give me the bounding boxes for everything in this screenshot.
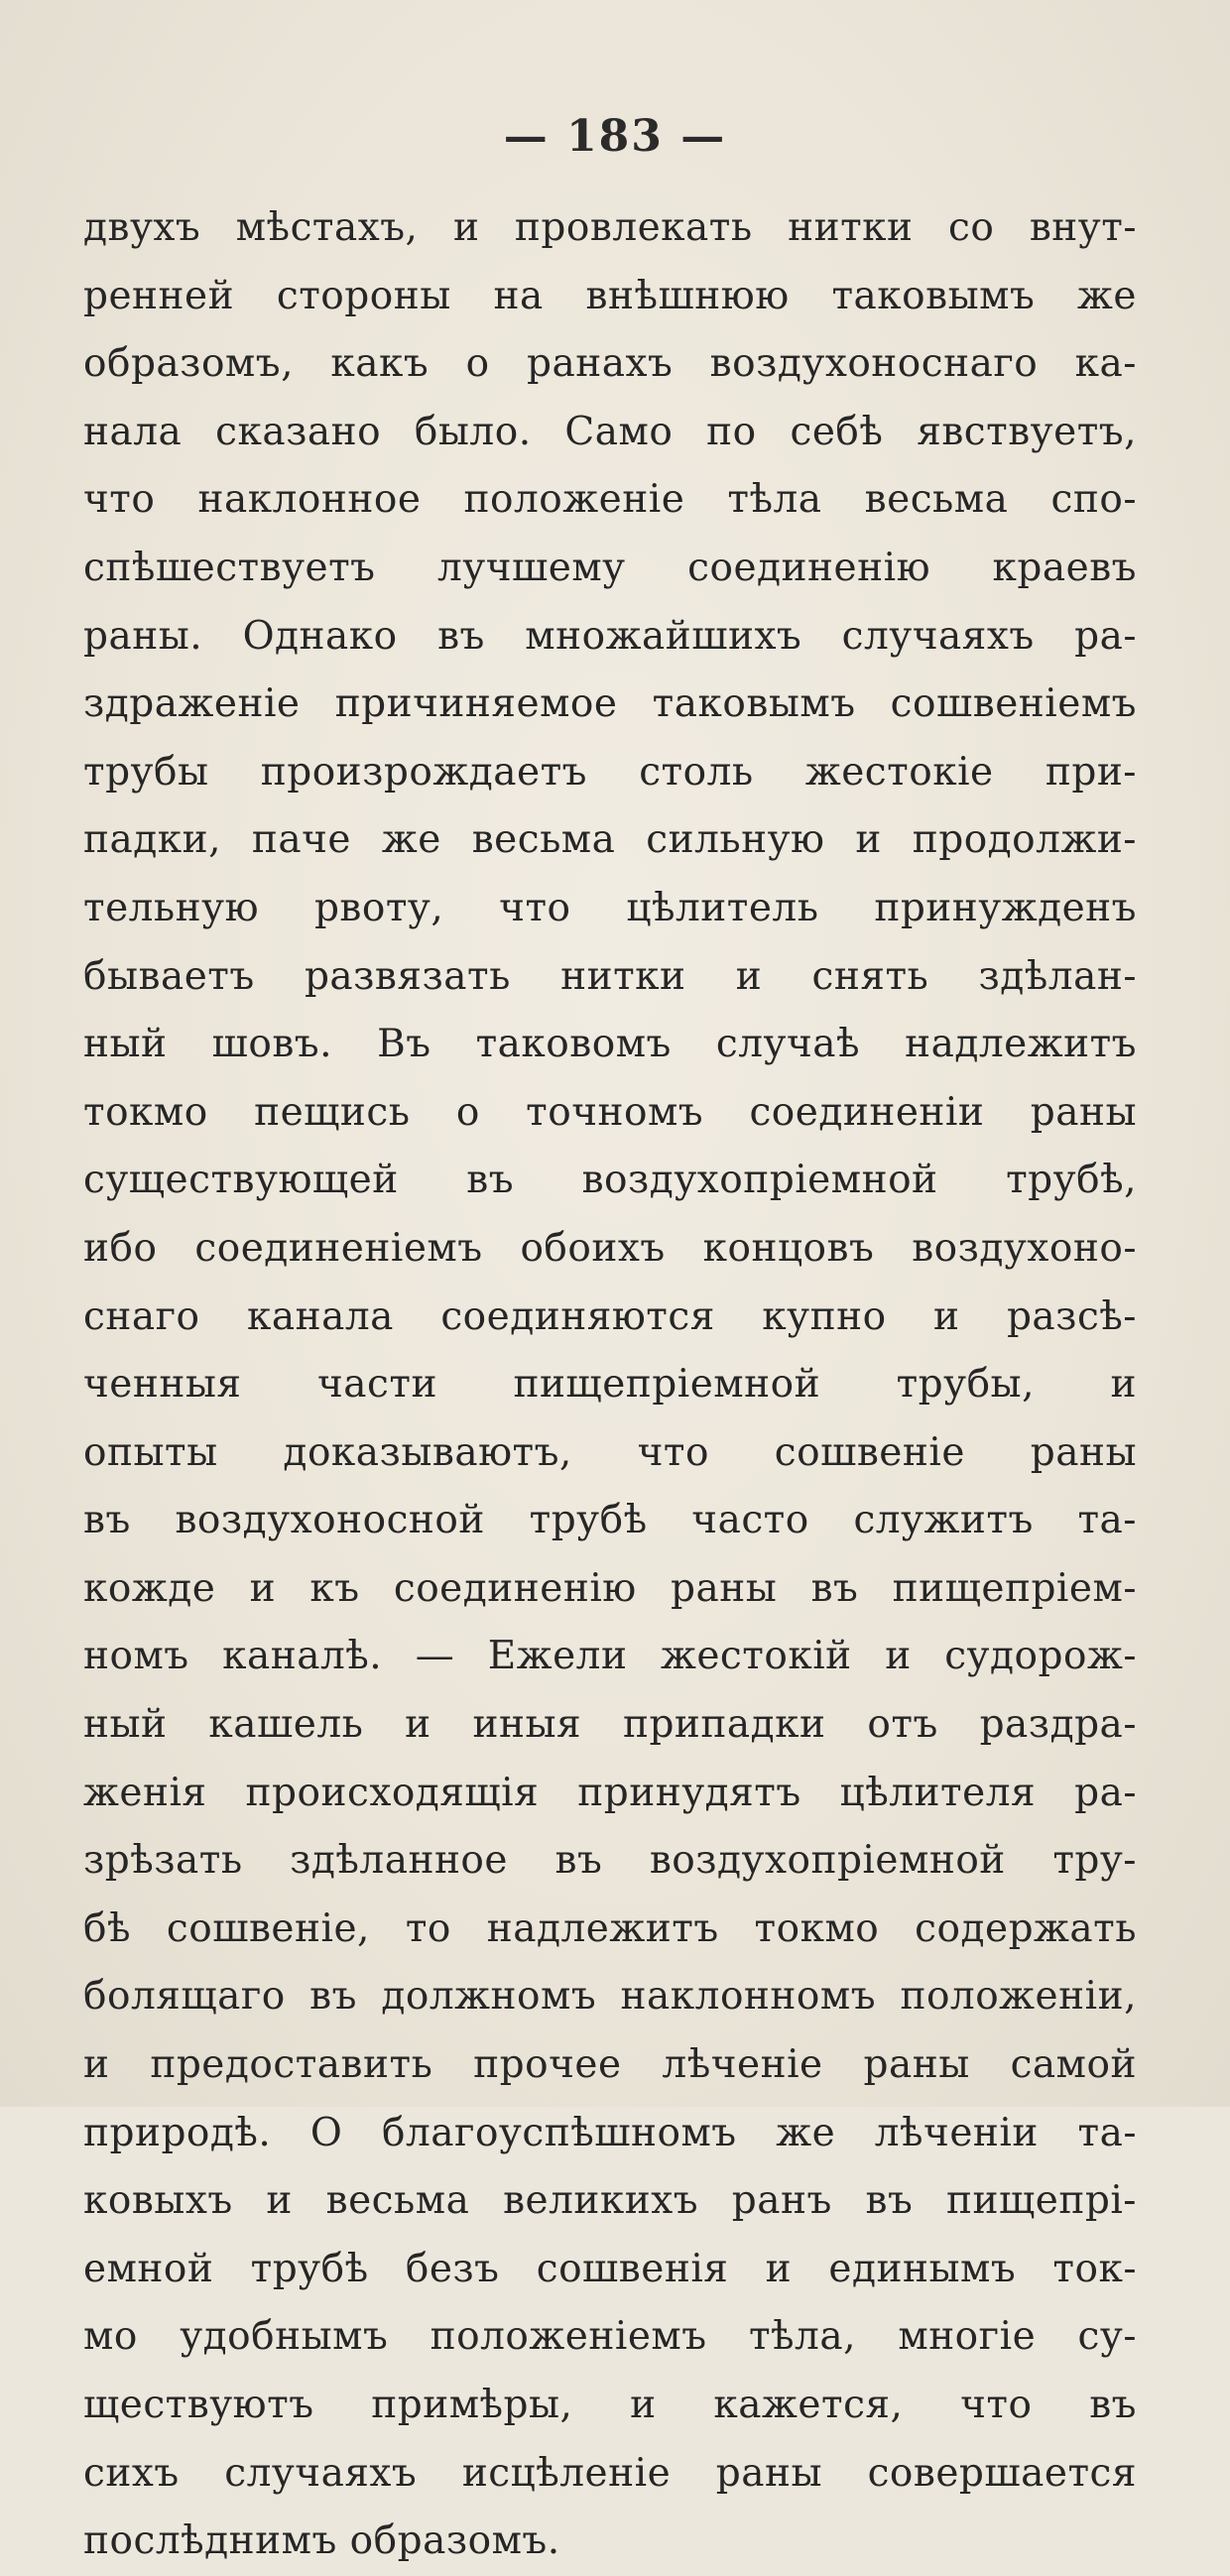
text-line: болящаго въ должномъ наклонномъ положеніи, <box>83 1974 1137 2020</box>
text-line: бѣ сошвеніе, то надлежитъ токмо содержать <box>83 1905 1137 1951</box>
text-line: тельную рвоту, что цѣлитель принужденъ <box>83 885 1137 930</box>
text-line: снаго канала соединяются купно и разсѣ- <box>83 1293 1137 1339</box>
text-line: падки, паче же весьма сильную и продолжи- <box>83 817 1137 863</box>
text-line: сихъ случаяхъ исцѣленіе раны совершается <box>83 2450 1137 2496</box>
text-line: номъ каналѣ. — Ежели жестокій и судорож- <box>83 1634 1137 1679</box>
text-line: ченныя части пищепріемной трубы, и <box>83 1362 1137 1408</box>
text-line: раны. Однако въ множайшихъ случаяхъ ра- <box>83 613 1137 659</box>
text-line: женія происходящія принудятъ цѣлителя ра- <box>83 1770 1137 1815</box>
text-line: ный шовъ. Въ таковомъ случаѣ надлежитъ <box>83 1022 1137 1067</box>
text-line: природѣ. О благоуспѣшномъ же лѣченіи та- <box>83 2110 1137 2155</box>
text-line: трубы произрождаетъ столь жестокіе при- <box>83 749 1137 795</box>
text-line: ковыхъ и весьма великихъ ранъ въ пищепрі- <box>83 2178 1137 2224</box>
text-line: опыты доказываютъ, что сошвеніе раны <box>83 1429 1137 1475</box>
text-line: въ воздухоносной трубѣ часто служитъ та- <box>83 1498 1137 1543</box>
text-line: мо удобнымъ положеніемъ тѣла, многіе су- <box>83 2314 1137 2360</box>
text-line: бываетъ развязать нитки и снять здѣлан- <box>83 953 1137 999</box>
text-line: и предоставить прочее лѣченіе раны самой <box>83 2042 1137 2088</box>
text-line: образомъ, какъ о ранахъ воздухоноснаго ка- <box>83 341 1137 387</box>
text-line: ществуютъ примѣры, и кажется, что въ <box>83 2383 1137 2427</box>
text-line: нала сказано было. Само по себѣ явствуетъ, <box>83 409 1137 454</box>
text-line: зрѣзать здѣланное въ воздухопріемной тру- <box>83 1838 1137 1884</box>
text-line-last: послѣднимъ образомъ. <box>83 2518 560 2564</box>
text-line: двухъ мѣстахъ, и провлекать нитки со внут- <box>83 205 1137 250</box>
text-line: токмо пещись о точномъ соединеніи раны <box>83 1089 1137 1135</box>
text-line: ренней стороны на внѣшнюю таковымъ же <box>83 273 1137 318</box>
text-line: здраженіе причиняемое таковымъ сошвеніемъ <box>83 681 1137 727</box>
body-text <box>83 194 1137 2576</box>
text-line: кожде и къ соединенію раны въ пищепріем- <box>83 1565 1137 1611</box>
text-line: спѣшествуетъ лучшему соединенію краевъ <box>83 545 1137 590</box>
text-line: существующей въ воздухопріемной трубѣ, <box>83 1158 1137 1203</box>
text-line: ибо соединеніемъ обоихъ концовъ воздухоно- <box>83 1225 1137 1271</box>
text-line: емной трубѣ безъ сошвенія и единымъ ток- <box>83 2246 1137 2291</box>
page-number: — 183 — <box>503 111 727 162</box>
text-line: ный кашель и иныя припадки отъ раздра- <box>83 1702 1137 1748</box>
text-line: что наклонное положеніе тѣла весьма спо- <box>83 477 1137 523</box>
